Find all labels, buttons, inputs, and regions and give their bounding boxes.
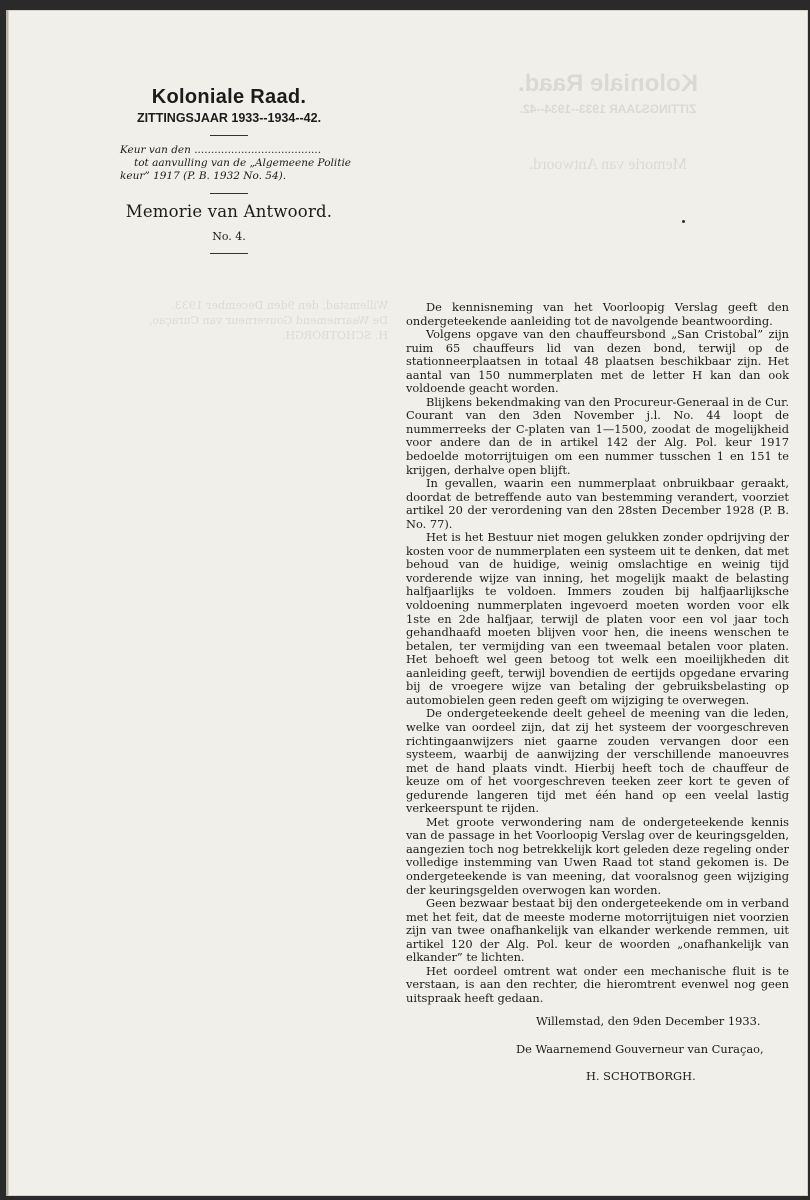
paragraph: Met groote verwondering nam de ondergeteekende kennis van de passage in het Voorloopig Verslag over de keuringsgelden, aangezien toch nog betrekkelijk kort geleden deze regeling onder volledige instemming van Uwen Raad tot stand gekomen is. De ondergeteekende is van meening, dat vooralsnog geen wijziging der keuringsgelden overwogen kan worden. <box>406 814 789 897</box>
paragraph: In gevallen, waarin een nummerplaat onbruikbaar geraakt, doordat de betreffende auto van bestemming verandert, voorziet artikel 20 der verordening van den 28sten December 1928 (P. B. No. 77). <box>406 476 789 531</box>
place-date: Willemstad, den 9den December 1933. <box>536 1014 761 1028</box>
signatory-role: De Waarnemend Gouverneur van Curaçao, <box>516 1042 764 1056</box>
show-through-text-left: Willemstad, den 9den December 1933. De Waarnemend Gouverneur van Curaçao, H. SCHOTBORGH. <box>148 299 388 342</box>
paragraph: De ondergeteekende deelt geheel de meening van die leden, welke van oordeel zijn, dat zij het systeem der voorgeschreven richtingaanwijzers niet gaarne zouden vervangen door een systeem, waarbij de aanwijzing der verschillende manoeuvres met de hand plaats vindt. Hierbij heeft toch de chauffeur de keuze om of het voorgeschreven teeken zeer kort te geven of gedurende langeren tijd met één hand op een veelal lastig verkeerspunt te rijden. <box>406 706 789 816</box>
paragraph: Blijkens bekendmaking van den Procureur-Generaal in de Cur. Courant van den 3den November j.l. No. 44 loopt de nummerreeks der C-platen van 1—1500, zoodat de mogelijkheid voor andere dan de in artikel 142 der Alg. Pol. keur 1917 bedoelde motorrijtuigen om een nummer tusschen 1 en 151 te krijgen, derhalve open blijft. <box>406 394 789 477</box>
divider <box>210 253 248 254</box>
divider <box>210 135 248 136</box>
session-year: ZITTINGSJAAR 1933--1934--42. <box>136 111 322 125</box>
subject-text: Keur van den ...................................... tot aanvulling van de „Algemeene Politie keur” 1917 (P. B. 1932 No. 54). <box>120 144 352 182</box>
document-type: Memorie van Antwoord. <box>125 202 333 221</box>
paragraph: Het is het Bestuur niet mogen gelukken zonder opdrijving der kosten voor de nummerplaten een systeem uit te denken, dat met behoud van de huidige, weinig omslachtige en weinig tijd vorderende wijze van inning, het mogelijk maakt de belasting halfjaarlijks te voldoen. Immers zouden bij halfjaarlijksche voldoening nummerplaten ingevoerd moeten worden voor elk 1ste en 2de halfjaar, terwijl de platen voor een vol jaar toch gehandhaafd moeten blijven voor hen, die ineens wenschen te betalen, ter vermijding van een tweemaal betalen voor platen. Het behoeft wel geen betoog tot welk een moeilijkheden dit aanleiding geeft, terwijl bovendien de eertijds opgedane ervaring bij de vroegere wijze van betaling der gebruiksbelasting op automobielen geen reden geeft om wijziging te overwegen. <box>406 530 789 707</box>
paragraph: De kennisneming van het Voorloopig Verslag geeft den ondergeteekende aanleiding tot de navolgende beantwoording. <box>406 300 789 328</box>
show-through-text: Koloniale Raad. ZITTINGSJAAR 1933--1934--42. Memorie van Antwoord. <box>517 70 699 173</box>
document-header <box>104 86 354 254</box>
paragraph: Volgens opgave van den chauffeursbond „San Cristobal” zijn ruim 65 chauffeurs lid van dezen bond, terwijl op de stationneerplaatsen in totaal 48 plaatsen beschikbaar zijn. Het aantal van 150 nummerplaten met de letter H kan dan ook voldoende geacht worden. <box>406 327 789 396</box>
document-body <box>406 301 789 1005</box>
document-number: No. 4. <box>212 230 246 243</box>
signatory-name: H. SCHOTBORGH. <box>586 1069 696 1083</box>
paragraph: Geen bezwaar bestaat bij den ondergeteekende om in verband met het feit, dat de meeste moderne motorrijtuigen niet voorzien zijn van twee onafhankelijk van elkander werkende remmen, uit artikel 120 der Alg. Pol. keur de woorden „onafhankelijk van elkander” te lichten. <box>406 896 789 965</box>
document-page <box>6 10 808 1196</box>
paragraph: Het oordeel omtrent wat onder een mechanische fluit is te verstaan, is aan den rechter, die hieromtrent evenwel nog geen uitspraak heeft gedaan. <box>406 963 789 1005</box>
ink-speck <box>682 220 685 223</box>
divider <box>210 193 248 194</box>
council-title: Koloniale Raad. <box>151 86 307 108</box>
